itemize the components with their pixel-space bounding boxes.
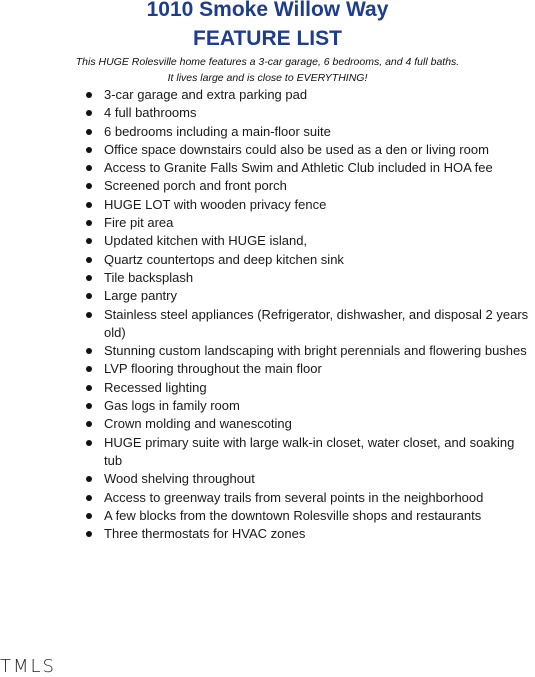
tmls-watermark-logo: TMLS (0, 656, 56, 677)
feature-item (104, 86, 535, 104)
bullet-icon (86, 257, 92, 263)
feature-text: Access to greenway trails from several points in the neighborhood (104, 489, 484, 505)
feature-text: Crown molding and wanescoting (104, 416, 292, 432)
feature-item (104, 342, 535, 360)
bullet-icon (86, 165, 92, 171)
feature-item (104, 104, 535, 122)
bullet-icon (86, 513, 92, 519)
bullet-icon (86, 366, 92, 372)
feature-text: HUGE LOT with wooden privacy fence (104, 196, 327, 212)
feature-item (104, 251, 535, 269)
bullet-icon (86, 531, 92, 537)
bullet-icon (86, 348, 92, 354)
feature-item (104, 232, 535, 250)
feature-text: 3-car garage and extra parking pad (104, 87, 308, 102)
feature-text: Three thermostats for HVAC zones (104, 526, 306, 542)
bullet-icon (86, 220, 92, 226)
feature-text: Access to Granite Falls Swim and Athletic Club included in HOA fee (104, 160, 493, 176)
bullet-icon (86, 312, 92, 318)
feature-item (104, 489, 535, 507)
document-subtitle: FEATURE LIST (193, 27, 342, 50)
feature-text: HUGE primary suite with large walk-in closet, water closet, and soaking tub (104, 434, 515, 468)
feature-text: LVP flooring throughout the main floor (104, 361, 322, 377)
feature-text: A few blocks from the downtown Rolesville shops and restaurants (104, 507, 482, 523)
feature-item (104, 177, 535, 195)
feature-text: Wood shelving throughout (104, 471, 255, 487)
bullet-icon (86, 129, 92, 135)
feature-text: Gas logs in family room (104, 398, 240, 414)
feature-item (104, 287, 535, 305)
bullet-icon (86, 147, 92, 153)
bullet-icon (86, 238, 92, 244)
feature-text: Fire pit area (104, 215, 174, 231)
feature-item (104, 360, 535, 378)
bullet-icon (86, 183, 92, 189)
feature-item (104, 141, 535, 159)
intro-text (0, 54, 535, 86)
feature-text: Office space downstairs could also be used as a den or living room (104, 141, 489, 157)
bullet-icon (86, 440, 92, 446)
feature-item (104, 214, 535, 232)
feature-text: Stunning custom landscaping with bright perennials and flowering bushes (104, 343, 527, 359)
feature-text: Updated kitchen with HUGE island, (104, 233, 308, 249)
bullet-icon (86, 92, 92, 98)
feature-text: Stainless steel appliances (Refrigerator, dishwasher, and disposal 2 years old) (104, 306, 529, 340)
bullet-icon (86, 476, 92, 482)
feature-text: Large pantry (104, 288, 177, 304)
feature-item (104, 415, 535, 433)
bullet-icon (86, 293, 92, 299)
feature-item (104, 379, 535, 397)
feature-text: Recessed lighting (104, 379, 207, 395)
document-title: 1010 Smoke Willow Way (146, 0, 389, 21)
feature-text: Quartz countertops and deep kitchen sink (104, 251, 344, 267)
bullet-icon (86, 202, 92, 208)
feature-item (104, 507, 535, 525)
feature-item (104, 269, 535, 287)
feature-item (104, 123, 535, 141)
feature-item (104, 159, 535, 177)
feature-item (104, 397, 535, 415)
feature-text: 4 full bathrooms (104, 105, 197, 121)
intro-line-1: This HUGE Rolesville home features a 3-car garage, 6 bedrooms, and 4 full baths. (75, 56, 460, 68)
feature-text: 6 bedrooms including a main-floor suite (104, 123, 331, 139)
feature-item (104, 196, 535, 214)
bullet-icon (86, 110, 92, 116)
feature-item (104, 525, 535, 543)
feature-item (104, 434, 535, 471)
bullet-icon (86, 421, 92, 427)
feature-item (104, 470, 535, 488)
feature-list (104, 86, 535, 543)
feature-item (104, 306, 535, 343)
bullet-icon (86, 275, 92, 281)
feature-text: Screened porch and front porch (104, 178, 287, 194)
bullet-icon (86, 385, 92, 391)
feature-text: Tile backsplash (104, 269, 194, 285)
bullet-icon (86, 495, 92, 501)
intro-line-2: It lives large and is close to EVERYTHING! (167, 72, 368, 84)
bullet-icon (86, 403, 92, 409)
